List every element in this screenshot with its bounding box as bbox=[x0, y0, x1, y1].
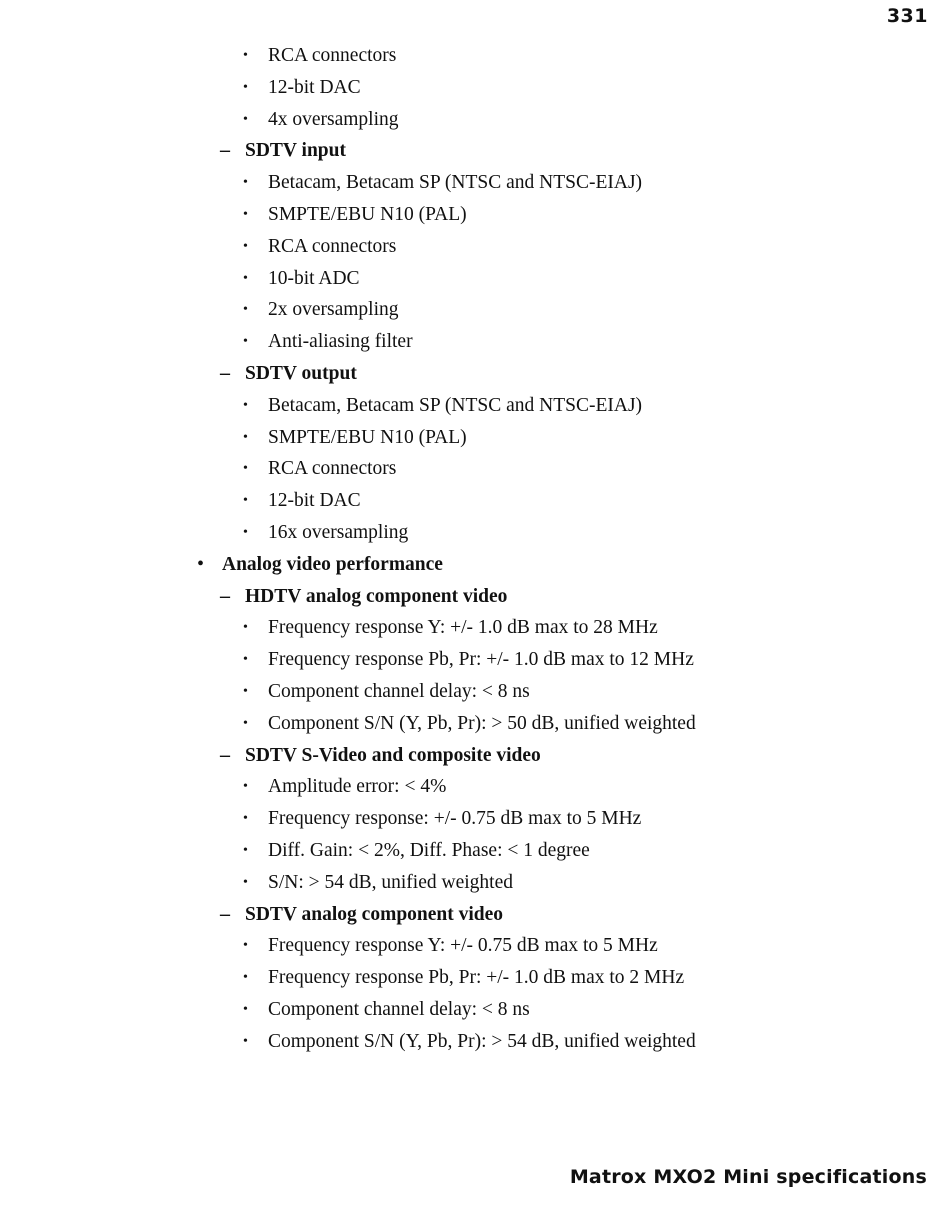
item-text: 12-bit DAC bbox=[268, 490, 361, 512]
item-text: Diff. Gain: < 2%, Diff. Phase: < 1 degree bbox=[268, 839, 590, 861]
list-item bbox=[0, 930, 950, 962]
list-item bbox=[0, 72, 950, 104]
item-text: Betacam, Betacam SP (NTSC and NTSC-EIAJ) bbox=[268, 394, 643, 416]
list-item bbox=[0, 612, 950, 644]
bullet-marker: • bbox=[243, 429, 248, 445]
bullet-marker: • bbox=[243, 938, 248, 954]
list-item bbox=[0, 994, 950, 1026]
bullet-marker: • bbox=[243, 652, 248, 668]
item-text: RCA connectors bbox=[268, 235, 397, 257]
item-text: RCA connectors bbox=[268, 45, 397, 66]
item-text: Frequency response Pb, Pr: +/- 1.0 dB max to 2 MHz bbox=[268, 967, 685, 989]
bullet-marker: • bbox=[243, 302, 248, 318]
bullet-marker: • bbox=[243, 206, 248, 222]
item-text: SDTV analog component video bbox=[245, 903, 504, 925]
list-item bbox=[0, 104, 950, 136]
item-text: 4x oversampling bbox=[268, 108, 399, 130]
list-item bbox=[0, 422, 950, 454]
bullet-marker: • bbox=[243, 842, 248, 858]
bullet-marker: • bbox=[243, 334, 248, 350]
bullet-marker: • bbox=[243, 715, 248, 731]
item-text: Anti-aliasing filter bbox=[268, 331, 413, 353]
list-item bbox=[0, 199, 950, 231]
list-item bbox=[0, 962, 950, 994]
subsection-heading bbox=[0, 740, 950, 772]
item-text: HDTV analog component video bbox=[245, 585, 508, 607]
item-text: 16x oversampling bbox=[268, 521, 409, 543]
list-item bbox=[0, 1026, 950, 1058]
item-text: Component channel delay: < 8 ns bbox=[268, 680, 530, 702]
section-heading bbox=[0, 549, 950, 581]
item-text: SDTV S-Video and composite video bbox=[245, 744, 541, 766]
list-item bbox=[0, 835, 950, 867]
item-text: RCA connectors bbox=[268, 458, 397, 480]
bullet-marker: • bbox=[243, 111, 248, 127]
list-item bbox=[0, 326, 950, 358]
bullet-marker: • bbox=[243, 683, 248, 699]
item-text: 12-bit DAC bbox=[268, 76, 361, 98]
subsection-heading bbox=[0, 899, 950, 931]
bullet-marker: • bbox=[243, 970, 248, 986]
dash-marker: – bbox=[220, 139, 230, 162]
subsection-heading bbox=[0, 135, 950, 167]
list-item bbox=[0, 644, 950, 676]
list-item bbox=[0, 294, 950, 326]
bullet-marker: • bbox=[243, 461, 248, 477]
item-text: 10-bit ADC bbox=[268, 267, 360, 289]
bullet-marker: • bbox=[243, 493, 248, 509]
subsection-heading bbox=[0, 358, 950, 390]
item-text: Frequency response Pb, Pr: +/- 1.0 dB max to 12 MHz bbox=[268, 649, 694, 671]
dash-marker: – bbox=[220, 902, 230, 925]
bullet-marker: • bbox=[243, 1033, 248, 1049]
item-text: Amplitude error: < 4% bbox=[268, 776, 447, 798]
bullet-marker: • bbox=[243, 811, 248, 827]
bullet-marker: • bbox=[243, 270, 248, 286]
item-text: S/N: > 54 dB, unified weighted bbox=[268, 871, 513, 893]
bullet-marker: • bbox=[243, 397, 248, 413]
list-item bbox=[0, 517, 950, 549]
list-item bbox=[0, 676, 950, 708]
page-number: 331 bbox=[886, 5, 928, 27]
list-item bbox=[0, 40, 950, 72]
item-text: Frequency response Y: +/- 0.75 dB max to 5 MHz bbox=[268, 935, 658, 957]
item-text: Frequency response Y: +/- 1.0 dB max to 28 MHz bbox=[268, 617, 658, 639]
item-text: Analog video performance bbox=[222, 553, 443, 575]
bullet-marker: • bbox=[243, 779, 248, 795]
item-text: 2x oversampling bbox=[268, 299, 399, 321]
item-text: SMPTE/EBU N10 (PAL) bbox=[268, 426, 467, 448]
bullet-marker: • bbox=[243, 238, 248, 254]
list-item bbox=[0, 708, 950, 740]
bullet-marker: • bbox=[243, 79, 248, 95]
item-text: Component channel delay: < 8 ns bbox=[268, 998, 530, 1020]
bullet-marker: • bbox=[197, 552, 205, 575]
list-item bbox=[0, 167, 950, 199]
item-text: Betacam, Betacam SP (NTSC and NTSC-EIAJ) bbox=[268, 172, 643, 194]
list-item bbox=[0, 867, 950, 899]
list-item bbox=[0, 453, 950, 485]
bullet-marker: • bbox=[243, 620, 248, 636]
bullet-marker: • bbox=[243, 175, 248, 191]
item-text: SDTV output bbox=[245, 362, 357, 384]
bullet-marker: • bbox=[243, 874, 248, 890]
dash-marker: – bbox=[220, 584, 230, 607]
list-item bbox=[0, 231, 950, 263]
item-text: Frequency response: +/- 0.75 dB max to 5 MHz bbox=[268, 808, 642, 830]
list-item bbox=[0, 390, 950, 422]
bullet-marker: • bbox=[243, 1001, 248, 1017]
subsection-heading bbox=[0, 581, 950, 613]
item-text: Component S/N (Y, Pb, Pr): > 50 dB, unified weighted bbox=[268, 712, 696, 734]
list-item bbox=[0, 485, 950, 517]
dash-marker: – bbox=[220, 743, 230, 766]
bullet-marker: • bbox=[243, 524, 248, 540]
item-text: SMPTE/EBU N10 (PAL) bbox=[268, 203, 467, 225]
footer-title: Matrox MXO2 Mini specifications bbox=[569, 1166, 927, 1188]
spec-list bbox=[0, 40, 950, 1058]
dash-marker: – bbox=[220, 361, 230, 384]
list-item bbox=[0, 263, 950, 295]
bullet-marker: • bbox=[243, 48, 248, 63]
list-item bbox=[0, 771, 950, 803]
item-text: Component S/N (Y, Pb, Pr): > 54 dB, unified weighted bbox=[268, 1030, 696, 1052]
item-text: SDTV input bbox=[245, 140, 346, 162]
list-item bbox=[0, 803, 950, 835]
